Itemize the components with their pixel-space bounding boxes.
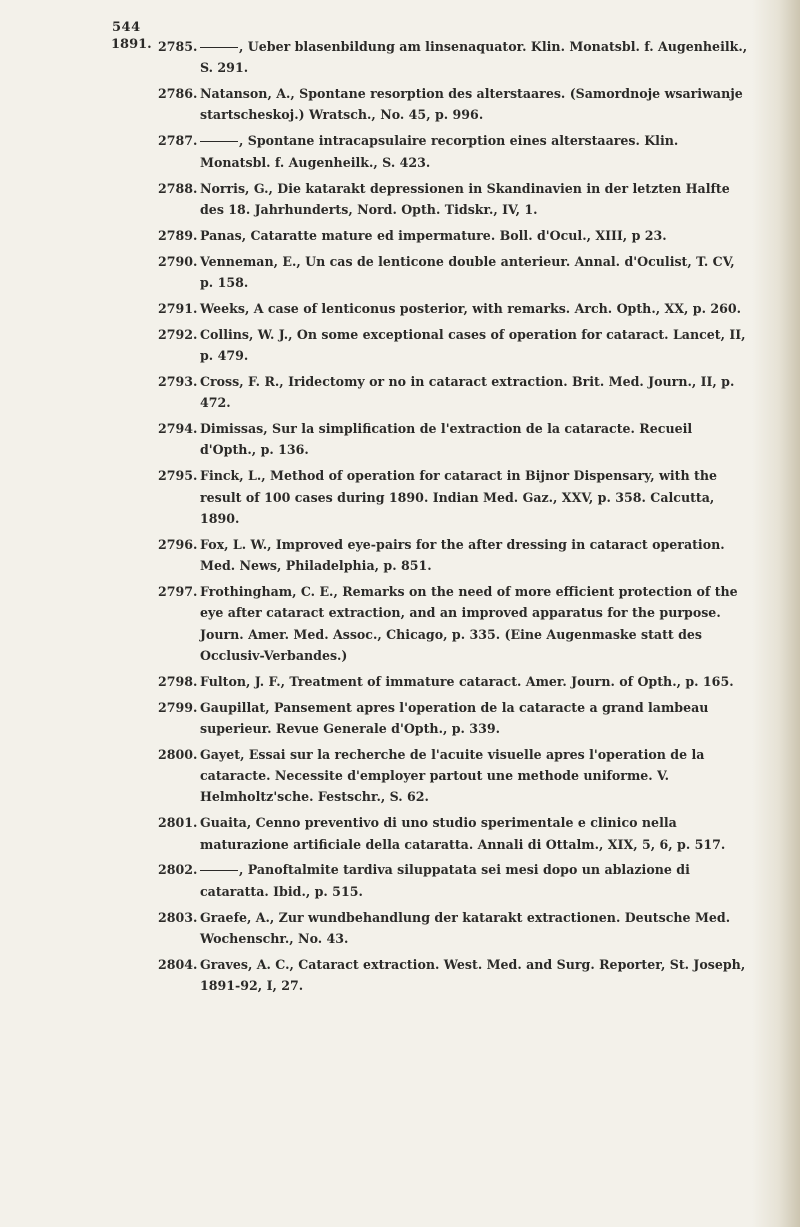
bibliography-entry bbox=[158, 534, 748, 577]
entry-number: 2796. bbox=[158, 536, 198, 552]
bibliography-entry bbox=[158, 671, 748, 692]
entry-text: , Spontane intracapsulaire recorption eines alterstaares. Klin. Monatsbl. f. Augenheilk., S. 423. bbox=[200, 133, 679, 170]
entry-text: Graves, A. C., Cataract extraction. West. Med. and Surg. Reporter, St. Joseph, 1891-92, I, 27. bbox=[200, 956, 746, 994]
entry-number: 2787. bbox=[158, 133, 198, 149]
bibliography-entry bbox=[158, 465, 748, 529]
entry-text: Guaita, Cenno preventivo di uno studio sperimentale e clinico nella maturazione artificiale della cataratta. Annali di Ottalm., XIX, 5, 6, p. 517. bbox=[200, 815, 726, 852]
entry-text: Gayet, Essai sur la recherche de l'acuite visuelle apres l'operation de la cataracte. Necessite d'employer partout une methode uniforme. V. Helmholtz'sche. Festschr., S. 62. bbox=[200, 746, 705, 805]
entry-text: Graefe, A., Zur wundbehandlung der katarakt extractionen. Deutsche Med. Wochenschr., No. 43. bbox=[200, 909, 731, 946]
entry-number: 2788. bbox=[158, 180, 198, 196]
entry-text: Norris, G., Die katarakt depressionen in Skandinavien in der letzten Halfte des 18. Jahrhunderts, Nord. Opth. Tidskr., IV, 1. bbox=[200, 180, 730, 217]
bibliography-entry bbox=[158, 130, 748, 173]
entry-text: , Ueber blasenbildung am linsenaquator. Klin. Monatsbl. f. Augenheilk., S. 291. bbox=[200, 39, 748, 76]
ditto-dash bbox=[200, 141, 238, 142]
bibliography-entry bbox=[158, 697, 748, 740]
entry-text: , Panoftalmite tardiva siluppatata sei mesi dopo un ablazione di cataratta. Ibid., p. 515. bbox=[200, 862, 690, 899]
entry-text: Dimissas, Sur la simplification de l'extraction de la cataracte. Recueil d'Opth., p. 136. bbox=[200, 421, 693, 458]
entry-text: Collins, W. J., On some exceptional cases of operation for cataract. Lancet, II, p. 479. bbox=[200, 326, 746, 364]
entry-text: Fox, L. W., Improved eye-pairs for the after dressing in cataract operation. Med. News, Philadelphia, p. 851. bbox=[200, 536, 725, 574]
entry-number: 2804. bbox=[158, 956, 198, 972]
entry-text: Fulton, J. F., Treatment of immature cataract. Amer. Journ. of Opth., p. 165. bbox=[200, 673, 734, 689]
entry-text: Natanson, A., Spontane resorption des alterstaares. (Samordnoje wsariwanje startscheskoj.) Wratsch., No. 45, p. 996. bbox=[200, 86, 743, 123]
entry-number: 2803. bbox=[158, 909, 198, 925]
entry-text: Panas, Cataratte mature ed impermature. Boll. d'Ocul., XIII, p 23. bbox=[200, 227, 667, 243]
entry-text: Finck, L., Method of operation for cataract in Bijnor Dispensary, with the result of 100 cases during 1890. Indian Med. Gaz., XXV, p. 358. Calcutta, 1890. bbox=[200, 468, 718, 526]
entry-number: 2792. bbox=[158, 326, 198, 342]
bibliography-entry bbox=[158, 581, 748, 666]
bibliography-entry bbox=[158, 36, 748, 79]
bibliography-entry bbox=[158, 251, 748, 294]
entry-number: 2793. bbox=[158, 373, 198, 389]
page-edge-shadow bbox=[752, 0, 800, 1227]
page-number: 544 bbox=[112, 20, 141, 35]
entry-text: Cross, F. R., Iridectomy or no in cataract extraction. Brit. Med. Journ., II, p. 472. bbox=[200, 373, 735, 411]
bibliography-entry bbox=[158, 744, 748, 808]
bibliography-entry bbox=[158, 83, 748, 126]
bibliography-list bbox=[158, 36, 748, 1001]
ditto-dash bbox=[200, 870, 238, 871]
entry-number: 2798. bbox=[158, 673, 198, 689]
entry-number: 2789. bbox=[158, 227, 198, 243]
entry-text: Frothingham, C. E., Remarks on the need of more efficient protection of the eye after cataract extraction, and an improved apparatus for the purpose. Journ. Amer. Med. Assoc., Chicago, p. 335. (Eine Augenmaske statt des Occlusiv-Verbandes.) bbox=[200, 583, 738, 663]
entry-text: Weeks, A case of lenticonus posterior, with remarks. Arch. Opth., XX, p. 260. bbox=[200, 300, 742, 316]
entry-number: 2785. bbox=[158, 39, 198, 54]
entry-number: 2786. bbox=[158, 86, 198, 102]
entry-number: 2801. bbox=[158, 815, 198, 831]
ditto-dash bbox=[200, 47, 238, 48]
entry-number: 2791. bbox=[158, 300, 198, 316]
bibliography-entry bbox=[158, 225, 748, 246]
entry-number: 2802. bbox=[158, 862, 198, 878]
entry-number: 2794. bbox=[158, 421, 198, 437]
bibliography-entry bbox=[158, 907, 748, 950]
entry-number: 2799. bbox=[158, 699, 198, 715]
bibliography-entry bbox=[158, 859, 748, 902]
bibliography-entry bbox=[158, 418, 748, 461]
entry-number: 2795. bbox=[158, 468, 198, 484]
bibliography-entry bbox=[158, 178, 748, 221]
bibliography-entry bbox=[158, 954, 748, 997]
entry-text: Gaupillat, Pansement apres l'operation de la cataracte a grand lambeau superieur. Revue Generale d'Opth., p. 339. bbox=[200, 699, 709, 736]
entry-number: 2797. bbox=[158, 583, 198, 599]
entry-number: 2800. bbox=[158, 746, 198, 762]
entry-number: 2790. bbox=[158, 253, 198, 269]
year-label: 1891. bbox=[111, 37, 152, 52]
entry-text: Venneman, E., Un cas de lenticone double anterieur. Annal. d'Oculist, T. CV, p. 158. bbox=[200, 253, 735, 290]
bibliography-entry bbox=[158, 371, 748, 414]
bibliography-entry bbox=[158, 812, 748, 855]
bibliography-entry bbox=[158, 324, 748, 367]
bibliography-entry bbox=[158, 298, 748, 319]
